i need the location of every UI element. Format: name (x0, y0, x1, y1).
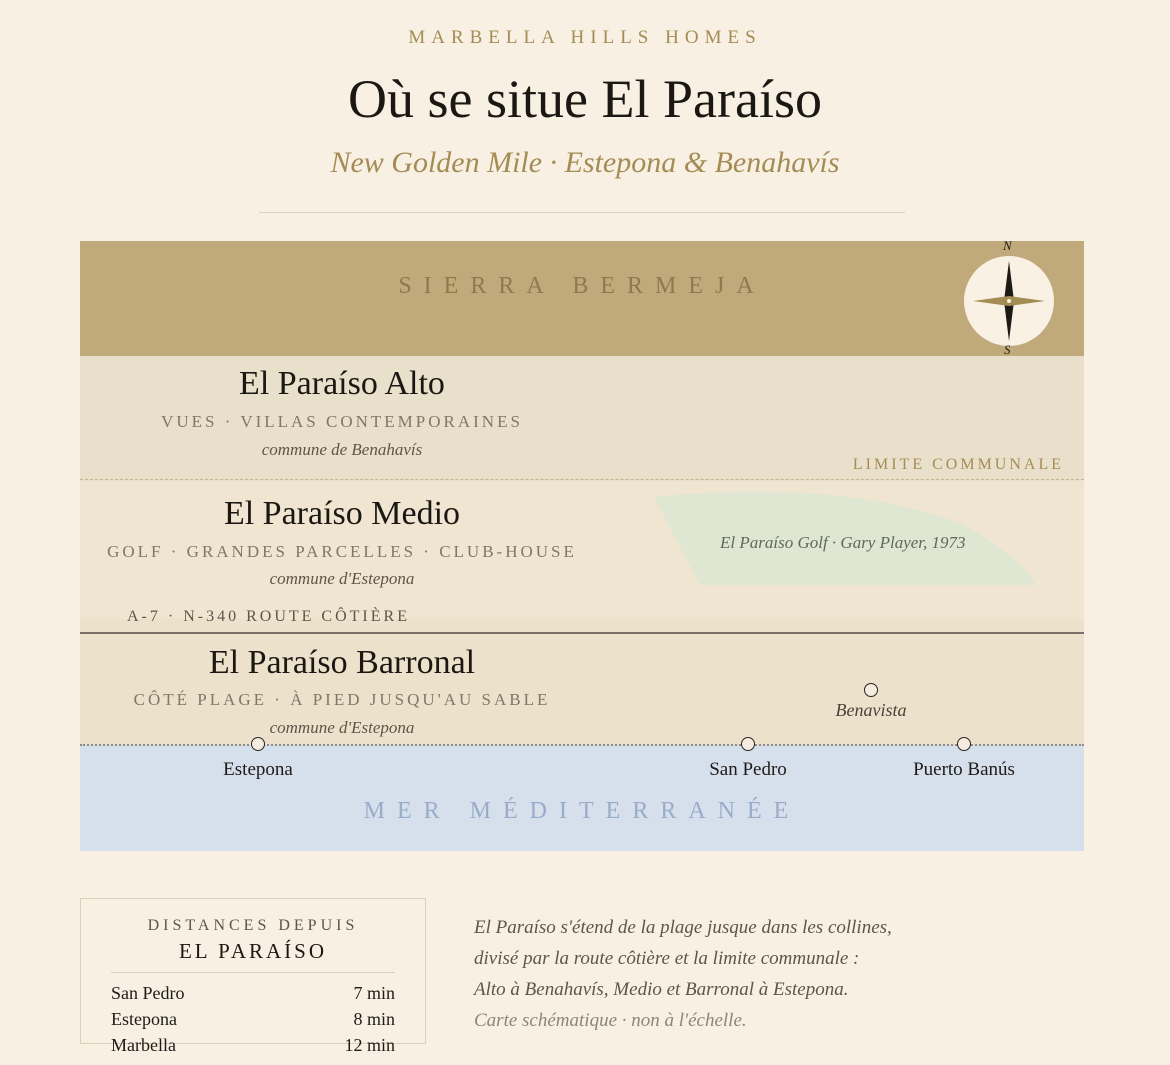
coastal-road-line (80, 632, 1084, 634)
municipal-boundary-line (80, 479, 1084, 480)
distance-destination: San Pedro (111, 983, 185, 1003)
schematic-map (80, 241, 1084, 851)
zone-title-alto: El Paraíso Alto (239, 365, 445, 402)
benavista-marker-icon (864, 683, 878, 697)
puerto-banus-label: Puerto Banús (913, 759, 1015, 780)
mountain-label: SIERRA BERMEJA (398, 273, 766, 299)
compass-north-label: N (1003, 241, 1012, 253)
distance-time: 12 min (344, 1035, 395, 1055)
zone-tagline-medio: GOLF · GRANDES PARCELLES · CLUB-HOUSE (107, 542, 577, 561)
description-line: El Paraíso s'étend de la plage jusque dans les collines, (474, 917, 892, 938)
estepona-label: Estepona (223, 759, 293, 780)
municipal-boundary-label: LIMITE COMMUNALE (852, 456, 1064, 473)
distance-row (111, 983, 395, 1004)
sea-label: MER MÉDITERRANÉE (363, 798, 801, 824)
distances-origin: EL PARAÍSO (178, 939, 328, 963)
distances-heading: DISTANCES DEPUIS (147, 917, 359, 934)
page-subtitle: New Golden Mile · Estepona & Benahavís (330, 146, 840, 179)
header-divider (259, 212, 905, 213)
distance-time: 8 min (353, 1009, 395, 1029)
zone-commune-alto: commune de Benahavís (261, 440, 423, 459)
compass-south-label: S (1004, 342, 1011, 357)
golf-course-label: El Paraíso Golf · Gary Player, 1973 (720, 533, 966, 552)
page-title: Où se situe El Paraíso (348, 69, 822, 129)
zone-tagline-barronal: CÔTÉ PLAGE · À PIED JUSQU'AU SABLE (133, 690, 551, 709)
puerto-banus-marker-icon (957, 737, 971, 751)
distances-panel (80, 898, 426, 1055)
zone-title-medio: El Paraíso Medio (223, 495, 461, 532)
distance-time: 7 min (353, 983, 395, 1003)
distance-row (111, 1009, 395, 1030)
zone-tagline-alto: VUES · VILLAS CONTEMPORAINES (161, 412, 523, 431)
brand-name: MARBELLA HILLS HOMES (408, 27, 762, 48)
zone-commune-medio: commune d'Estepona (269, 569, 415, 588)
san-pedro-label: San Pedro (709, 759, 787, 780)
description-line: Alto à Benahavís, Medio et Barronal à Estepona. (474, 979, 849, 1000)
distance-row (111, 1035, 395, 1056)
distances-divider (111, 972, 395, 973)
benavista-label: Benavista (835, 700, 907, 720)
map-description (474, 912, 1094, 1036)
coastal-road-label: A-7 · N-340 ROUTE CÔTIÈRE (127, 608, 410, 625)
zone-title-barronal: El Paraíso Barronal (208, 644, 476, 681)
coastline (80, 744, 1084, 746)
compass-rose-icon (963, 255, 1055, 347)
estepona-marker-icon (251, 737, 265, 751)
san-pedro-marker-icon (741, 737, 755, 751)
description-line: divisé par la route côtière et la limite communale : (474, 948, 860, 969)
distance-destination: Estepona (111, 1009, 177, 1029)
zone-commune-barronal: commune d'Estepona (269, 718, 415, 737)
scale-note: Carte schématique · non à l'échelle. (474, 1010, 747, 1031)
distance-destination: Marbella (111, 1035, 176, 1055)
